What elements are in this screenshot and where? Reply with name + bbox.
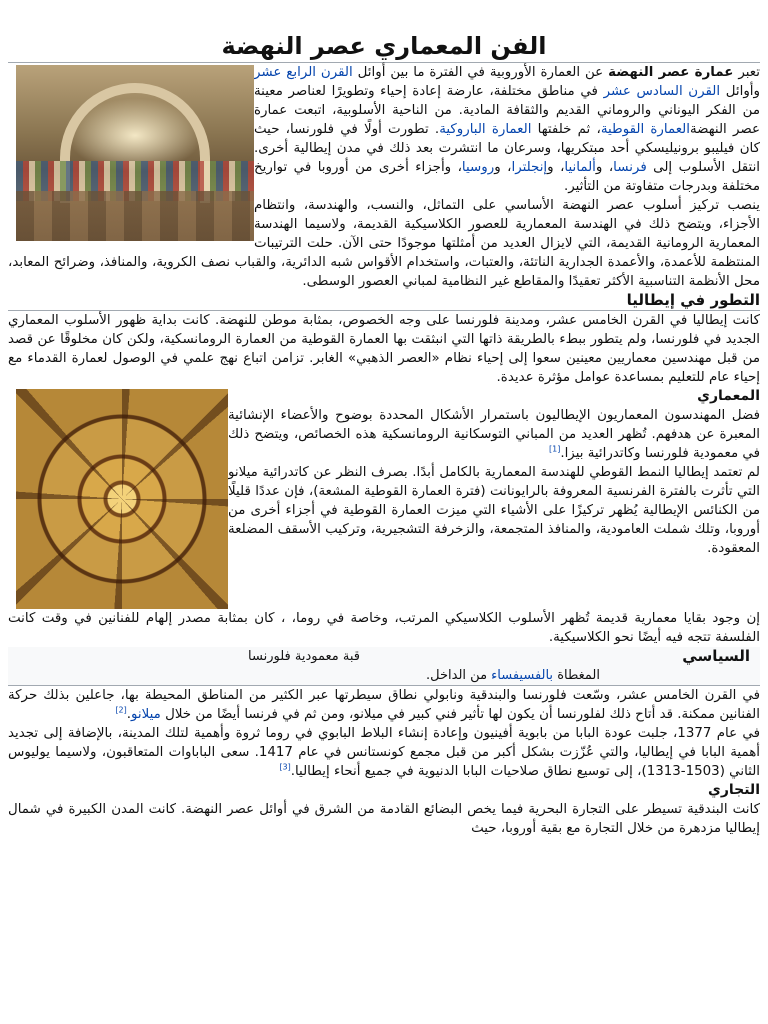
link-russia[interactable]: روسيا [461, 160, 495, 175]
school-of-athens-image[interactable] [16, 63, 254, 241]
reference-1[interactable]: [1] [548, 444, 561, 454]
intro-text: ، و [494, 160, 512, 175]
reference-3[interactable]: [3] [279, 762, 291, 772]
link-gothic-architecture[interactable]: العمارة القوطية [600, 122, 690, 137]
link-germany[interactable]: ألمانيا [564, 160, 596, 175]
link-mosaic[interactable]: بالفسيفساء [491, 668, 554, 683]
intro-text: ، ثم خلفتها [531, 122, 601, 137]
reference-2[interactable]: [2] [115, 705, 127, 715]
link-baroque-architecture[interactable]: العمارة الباروكية [439, 122, 532, 137]
section-heading-architectural: المعماري [697, 388, 760, 404]
intro-text: ، و [595, 160, 614, 175]
link-france[interactable]: فرنسا [613, 160, 647, 175]
section-heading-trade: التجاري [707, 782, 760, 798]
caption-line-2 [8, 666, 760, 685]
caption-line-1: قبة معمودية فلورنسا [248, 649, 360, 664]
politics-text: في عام 1377، جلبت عودة البابا من بابوية أفينيون وإعادة إنشاء البلاط البابوي في روما ثروة وأهمية لتلك المدينة، بالإضافة إلى تجديد أهمية البابا في إيطاليا، والتي عُزّزت بشكل أكبر من قبل مجمع كونستانس في عام 1417. سعى الباباوات المتعاقبون، ولاسيما يوليوس الثاني (1503-1313)، إلى توسيع نطاق صلاحيات البابا الدنيوية في جميع أنحاء إيطاليا. [8, 726, 760, 779]
dome-caption [8, 647, 600, 666]
italy-paragraph: كانت إيطاليا في القرن الخامس عشر، ومدينة فلورنسا على وجه الخصوص، بمثابة موطن للنهضة. كانت بداية ظهور الأسلوب المعماري الجديد في فلورنسا، ولم يتطور ببطء بالطريقة ذاتها التي انبثقت بها العمارة القوطية من العمارة الرومانسكية، ولكن كان مخلوقًا عن قصد من قبل مهندسين معماريين معينين سعوا إلى إحياء نظام «العصر الذهبي» الغابر. تزامن اتباع نهج علمي في الوصول لعمارة القدماء مع إحياء عام للتعليم بمساعدة عوامل مؤثرة عديدة. [8, 313, 760, 385]
architectural-text: فضل المهندسون المعماريون الإيطاليون باستمرار الأشكال المحددة بوضوح والأعضاء الإنشائية المعبرة عن هدفهم. تُظهر العديد من المباني التوسكانية الرومانسكية هذه الخصائص، ويتضح ذلك في معمودية فلورنسا وكاتدرائية بيزا. [228, 408, 760, 461]
politics-heading-row [8, 647, 760, 666]
section-heading-politics: السياسي [600, 647, 760, 666]
politics-paragraph-2 [8, 724, 760, 781]
intro-text: تعبر [733, 65, 760, 80]
intro-text: . تطورت أولًا في فلورنسا، حيث كان فيليبو برونيليسكي أحد مبتكريها، وسرعان ما انتشرت بعد ذلك في مدن إيطالية أخرى. انتقل الأسلوب إلى [254, 122, 761, 175]
article-page [8, 0, 760, 1024]
intro-text: وأوائل [720, 84, 760, 99]
link-england[interactable]: إنجلترا [511, 160, 548, 175]
architectural-paragraph-3: إن وجود بقايا معمارية قديمة تُظهر الأسلوب الكلاسيكي المرتب، وخاصة في روما، ، كان بمثابة مصدر إلهام للفنانين في وقت كانت الفلسفة تتجه فيه أيضًا نحو الكلاسيكية. [8, 611, 760, 645]
intro-text: عن العمارة الأوروبية في الفترة ما بين أوائل [352, 65, 609, 80]
intro-text: ، وأجزاء أخرى من أوروبا في تواريخ مختلفة وبدرجات متفاوتة من التأثير. [254, 160, 760, 194]
link-14th-century[interactable]: القرن الرابع عشر [254, 65, 353, 80]
dome-mosaic-picture [16, 389, 228, 609]
section-heading-italy: التطور في إيطاليا [626, 291, 760, 309]
baptistery-dome-image[interactable] [16, 387, 228, 609]
trade-paragraph: كانت البندقية تسيطر على التجارة البحرية فيما يخص البضائع القادمة من الشرق في أوائل عصر النهضة. كانت المدن الكبيرة في شمال إيطاليا مزدهرة من خلال التجارة مع بقية أوروبا، حيث [8, 802, 760, 836]
caption-text: من الداخل. [426, 668, 492, 683]
caption-text: المغطاة [553, 668, 600, 683]
politics-text: في القرن الخامس عشر، وسّعت فلورنسا والبندقية ونابولي نطاق سيطرتها عبر الكثير من المناطق المحيطة بها، جاعلين بذلك حركة الفنانين ممكنة. قد أتاح ذلك لفلورنسا أن يكون لها تأثير فني كبير في ميلانو، ومن ثم في فرنسا أيضًا من خلال [8, 688, 760, 722]
page-title: الفن المعماري عصر النهضة [221, 32, 547, 60]
style-paragraph: ينصب تركيز أسلوب عصر النهضة الأساسي على التماثل، والنسب، والهندسة، وانتظام الأجزاء، ويتضح ذلك في الهندسة المعمارية للعصور الكلاسيكية القديمة، ولاسيما الهندسة المعمارية الرومانية القديمة، التي لايزال العديد من أمثلتها موجودًا حتى الآن. حلت الترتيبات المنتظمة للأعمدة، والأعمدة الجدارية الناتئة، والعتبات، واستخدام الأقواس شبه الدائرية، والقباب نصف الكروية، والمنافذ، وضرائح المعابد، محل الأنظمة التناسبية الأكثر تعقيدًا والمقاطع غير النظامية لمباني العصور الوسطى. [8, 198, 760, 289]
architectural-paragraph-2: لم تعتمد إيطاليا النمط القوطي للهندسة المعمارية بالكامل أبدًا. بصرف النظر عن كاتدرائية ميلانو التي تأثرت بالفترة الفرنسية المعروفة بالرايونانت (فترة العمارة القوطية المشعة)، فإن عددًا قليلًا من الكنائس الإيطالية يُظهر تركيزًا على الأشياء التي ميزت العمارة القوطية في أجزاء أخرى من أوروبا، وتلك شملت العامودية، والمنافذ المتجمعة، والزخرفة التشجيرية، وتركيب الأسقف المضلعة المعقودة. [228, 465, 760, 556]
intro-text: في مناطق مختلفة، عارضة إعادة إحياء وتطويرًا لعناصر معينة من الفكر اليوناني والروماني القديم والثقافة المادية. من الناحية الأسلوبية، اتبعت عمارة عصر النهضة [254, 84, 760, 137]
link-milan[interactable]: ميلانو [130, 707, 161, 722]
intro-bold-term: عمارة عصر النهضة [608, 65, 734, 80]
athens-painting-picture [16, 65, 254, 241]
politics-paragraph-1: في القرن الخامس عشر، وسّعت فلورنسا والبندقية ونابولي نطاق سيطرتها عبر الكثير من المناطق المحيطة بها، جاعلين بذلك حركة الفنانين ممكنة. قد أتاح ذلك لفلورنسا أن يكون لها تأثير فني كبير في ميلانو، ومن ثم في فرنسا أيضًا من خلال ميلانو.[2] [8, 688, 760, 722]
link-16th-century[interactable]: القرن السادس عشر [603, 84, 721, 99]
intro-text: ، و [547, 160, 565, 175]
